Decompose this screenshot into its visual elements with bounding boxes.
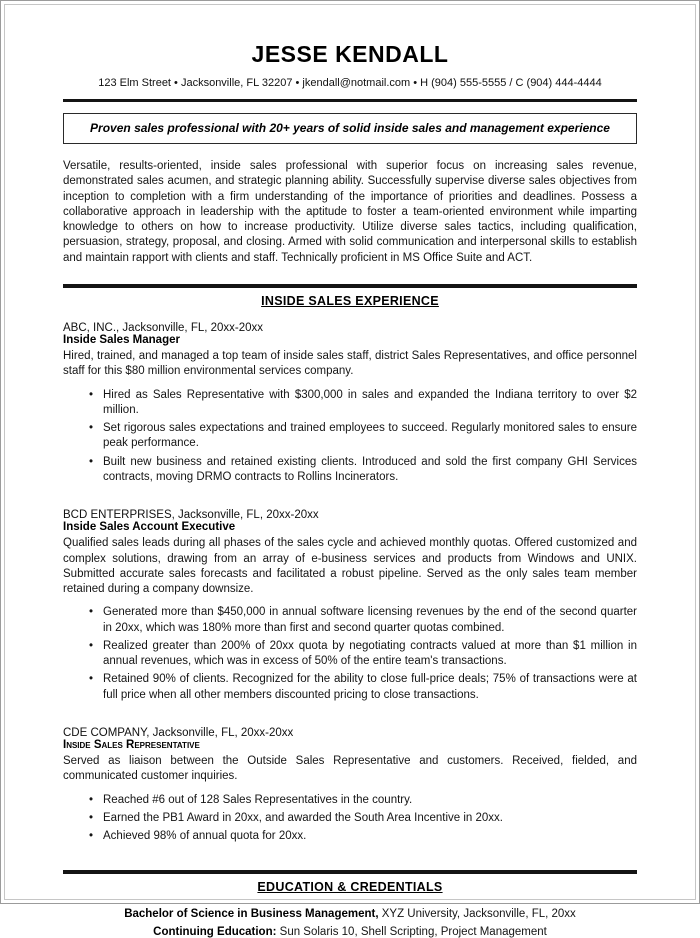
bullet-item: • Set rigorous sales expectations and trained employees to succeed. Regularly monitored sales to ensure peak performance. <box>89 421 637 452</box>
job-title: Inside Sales Account Executive <box>63 521 236 534</box>
company-line: CDE COMPANY, Jacksonville, FL, 20xx-20xx <box>63 727 294 740</box>
bullet-item: • Retained 90% of clients. Recognized for the ability to close full-price deals; 75% of transactions were at full price when all other members discounted pricing to close transactions. <box>89 672 637 703</box>
job-description: Served as liaison between the Outside Sales Representative and customers. Received, fielded, and communicated customer inquiries. <box>63 755 637 783</box>
degree-school: XYZ University, Jacksonville, FL, 20xx <box>378 908 576 921</box>
section-header-experience <box>63 284 637 310</box>
bullet-item: • Earned the PB1 Award in 20xx, and awarded the South Area Incentive in 20xx. <box>89 811 637 826</box>
bullet-item: • Reached #6 out of 128 Sales Representatives in the country. <box>89 793 637 808</box>
section-title-education: EDUCATION & CREDENTIALS <box>257 880 443 895</box>
job-bullet-list <box>63 388 637 486</box>
degree-title: Bachelor of Science in Business Management, <box>124 908 379 921</box>
section-title-experience: INSIDE SALES EXPERIENCE <box>261 293 439 308</box>
bullet-item: • Hired as Sales Representative with $300,000 in sales and expanded the Indiana territory to over $2 million. <box>89 388 637 419</box>
summary-paragraph: Versatile, results-oriented, inside sales professional with superior focus on increasing sales revenue, demonstrated sales acumen, and strategic planning ability. Successfully supervise diverse sales objectives from inception to completion with a firm understanding of the importance of priorities and deadlines. Possess a collaborative approach in leadership with the aptitude to foster a team-oriented environment while imparting knowledge to others on how to increase productivity. Utilize diverse sales tactics, including qualification, persuasion, strategy, proposal, and closing. Armed with solid communication and interpersonal skills to establish and maintain rapport with clients and staff. Technically proficient in MS Office Suite and ACT. <box>63 160 637 264</box>
job-title: Inside Sales Manager <box>63 333 180 346</box>
continuing-education-line <box>63 926 637 938</box>
education-section <box>63 870 637 938</box>
continuing-education-items: Sun Solaris 10, Shell Scripting, Project Management <box>276 926 547 938</box>
company-line: ABC, INC., Jacksonville, FL, 20xx-20xx <box>63 321 264 334</box>
continuing-education-label: Continuing Education: <box>153 926 277 938</box>
job-bullet-list <box>63 605 637 703</box>
bullet-item: • Achieved 98% of annual quota for 20xx. <box>89 829 637 844</box>
job-bullet-list <box>63 793 637 845</box>
tagline-box <box>63 113 637 144</box>
bullet-item: • Realized greater than 200% of 20xx quota by negotiating contracts valued at more than $1 million in annual revenues, which was in excess of 50% of the entire team's transactions. <box>89 639 637 670</box>
resume-page <box>4 4 696 938</box>
contact-line: 123 Elm Street • Jacksonville, FL 32207 • jkendall@notmail.com • H (904) 555-5555 / C (904) 444-4444 <box>98 77 602 89</box>
job-description: Hired, trained, and managed a top team of inside sales staff, district Sales Representatives, and office personnel staff for this $80 million environmental services company. <box>63 349 637 378</box>
job-description: Qualified sales leads during all phases of the sales cycle and achieved monthly quotas. Offered customized and complex solutions, drawing from an array of e-business services and products from Windows and UNIX. Submitted accurate sales forecasts and facilitated a robust pipeline. Served as the only sales team member retained during a company downsize. <box>63 537 637 596</box>
job-entry-abc <box>63 322 637 485</box>
job-entry-bcd <box>63 509 637 703</box>
degree-line <box>63 908 637 920</box>
candidate-name: JESSE KENDALL <box>251 41 449 67</box>
bullet-item: • Built new business and retained existing clients. Introduced and sold the first company GHI Services contracts, moving DRMO contracts to Rollins Incinerators. <box>89 455 637 486</box>
tagline-text: Proven sales professional with 20+ years of solid inside sales and management experience <box>90 121 610 135</box>
header-divider <box>63 99 637 102</box>
experience-section <box>63 284 637 844</box>
job-entry-cde <box>63 727 637 844</box>
job-title: Inside Sales Representative <box>63 739 200 752</box>
company-line: BCD ENTERPRISES, Jacksonville, FL, 20xx-20xx <box>63 509 319 522</box>
section-header-education <box>63 870 637 896</box>
bullet-item: • Generated more than $450,000 in annual software licensing revenues by the end of the second quarter in 20xx, which was 180% more than first and second quarter quotas combined. <box>89 605 637 636</box>
